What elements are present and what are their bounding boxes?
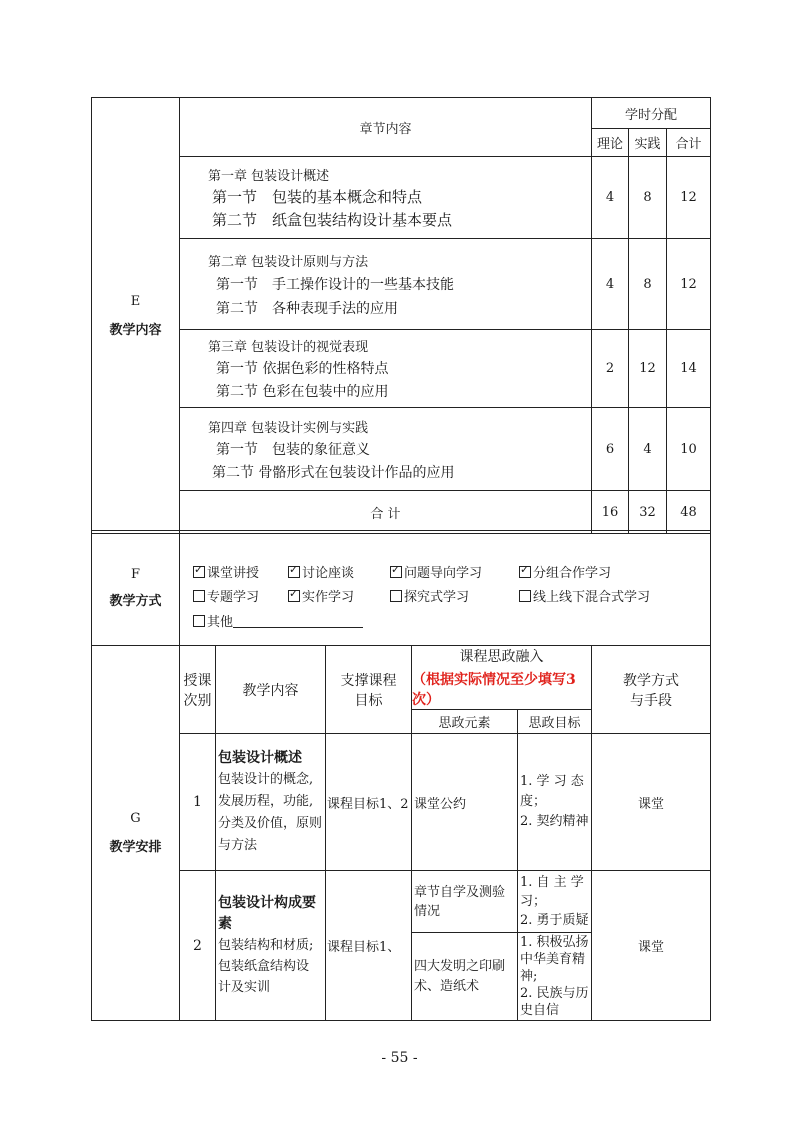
header-ideological-note: 次） <box>412 692 440 708</box>
session-number: 1 <box>180 734 216 871</box>
chapter-cell <box>180 330 592 408</box>
option-other[interactable]: 其他 <box>193 611 363 630</box>
header-practice: 实践 <box>629 129 667 157</box>
checkbox-icon[interactable] <box>390 566 402 578</box>
goal-cell: 课程目标1、 <box>326 871 412 1021</box>
section-e-label <box>92 98 180 534</box>
table-teaching-method <box>91 530 711 646</box>
checkbox-icon[interactable] <box>519 566 531 578</box>
goal-cell: 课程目标1、2 <box>326 734 412 871</box>
header-ideological-note: （根据实际情况至少填写3 <box>412 672 576 688</box>
header-content: 教学内容 <box>216 646 326 734</box>
section-line: 第二节 纸盒包装结构设计基本要点 <box>212 211 453 229</box>
sum-row <box>92 491 711 534</box>
table-teaching-content <box>91 97 711 534</box>
chapter-cell <box>180 408 592 491</box>
theory-hours: 4 <box>592 157 629 239</box>
content-line: 与方法 <box>218 838 258 853</box>
content-line: 包装设计的概念, <box>218 772 314 787</box>
checkbox-icon[interactable] <box>288 566 300 578</box>
header-hours: 学时分配 <box>592 98 711 129</box>
option-problem-based[interactable]: ✓ 问题导向学习 <box>390 562 482 581</box>
practice-hours: 12 <box>629 330 667 408</box>
ideo-goal-cell: 1. 积极弘扬 中华美育精 神; 2. 民族与历 史自信 <box>518 933 592 1021</box>
section-line: 第二节 各种表现手法的应用 <box>216 300 398 317</box>
checkbox-icon[interactable] <box>288 590 300 602</box>
option-discussion[interactable]: ✓ 讨论座谈 <box>288 562 354 581</box>
header-ideo-goal: 思政目标 <box>518 710 592 734</box>
checkbox-icon[interactable] <box>193 615 205 627</box>
section-g-letter: G <box>130 811 141 826</box>
header-ideological: 课程思政融入 （根据实际情况至少填写3 次） <box>412 646 592 710</box>
section-line: 第一节 依据色彩的性格特点 <box>216 361 389 377</box>
content-line: 分类及价值，原则 <box>218 816 323 831</box>
checkbox-icon[interactable] <box>193 590 205 602</box>
section-g-title: 教学安排 <box>109 840 162 855</box>
section-line: 第一节 包装的象征意义 <box>216 441 370 458</box>
theory-hours: 2 <box>592 330 629 408</box>
theory-hours: 4 <box>592 239 629 330</box>
header-session: 授课 次别 <box>180 646 216 734</box>
section-e-title: 教学内容 <box>109 322 162 338</box>
section-f-label <box>92 531 180 646</box>
checkbox-icon[interactable] <box>193 566 205 578</box>
table-teaching-schedule <box>91 645 711 1021</box>
chapter-cell <box>180 239 592 330</box>
header-method: 教学方式 与手段 <box>592 646 711 734</box>
header-element: 思政元素 <box>412 710 518 734</box>
method-cell: 课堂 <box>592 871 711 1021</box>
ideo-goal-cell: 1. 自 主 学 习； 2. 勇于质疑 <box>518 871 592 933</box>
header-goal: 支撑课程 目标 <box>326 646 412 734</box>
content-title: 包装设计构成要 <box>218 895 316 911</box>
chapter-row <box>92 330 711 408</box>
option-lecture[interactable]: ✓课堂讲授 <box>193 562 259 581</box>
sum-total: 48 <box>667 491 711 534</box>
option-group[interactable]: ✓ 分组合作学习 <box>519 562 611 581</box>
chapter-title: 第三章 包装设计的视觉表现 <box>208 340 369 355</box>
element-cell: 章节自学及测验 情况 <box>412 871 518 933</box>
chapter-row <box>92 239 711 330</box>
element-cell: 四大发明之印刷 术、造纸术 <box>412 933 518 1021</box>
section-line: 第一节 手工操作设计的一些基本技能 <box>216 276 454 293</box>
content-title: 包装设计概述 <box>218 750 302 766</box>
checkbox-icon[interactable] <box>390 590 402 602</box>
option-practice[interactable]: ✓ 实作学习 <box>288 586 354 605</box>
content-cell <box>216 871 326 1021</box>
session-number: 2 <box>180 871 216 1021</box>
checkbox-icon[interactable] <box>519 590 531 602</box>
theory-hours: 6 <box>592 408 629 491</box>
sum-theory: 16 <box>592 491 629 534</box>
content-line: 包装结构和材质; <box>218 938 314 953</box>
content-line: 发展历程，功能, <box>218 794 314 809</box>
section-f-letter: F <box>130 567 141 582</box>
method-options <box>180 531 711 646</box>
practice-hours: 8 <box>629 157 667 239</box>
header-theory: 理论 <box>592 129 629 157</box>
header-chapter-content: 章节内容 <box>180 98 592 157</box>
practice-hours: 4 <box>629 408 667 491</box>
chapter-row <box>92 408 711 491</box>
content-line: 计及实训 <box>218 980 271 995</box>
method-cell: 课堂 <box>592 734 711 871</box>
chapter-title: 第二章 包装设计原则与方法 <box>208 254 369 270</box>
chapter-title: 第一章 包装设计概述 <box>208 169 330 184</box>
total-hours: 12 <box>667 157 711 239</box>
total-hours: 10 <box>667 408 711 491</box>
section-f-title: 教学方式 <box>109 594 162 609</box>
page-number: - 55 - <box>381 1050 418 1066</box>
practice-hours: 8 <box>629 239 667 330</box>
sum-practice: 32 <box>629 491 667 534</box>
header-total: 合计 <box>667 129 711 157</box>
section-g-label <box>92 646 180 1021</box>
chapter-row <box>92 157 711 239</box>
chapter-title: 第四章 包装设计实例与实践 <box>208 420 369 436</box>
section-line: 第一节 包装的基本概念和特点 <box>212 188 423 206</box>
section-line: 第二节 色彩在包装中的应用 <box>216 384 389 400</box>
option-blended[interactable]: 线上线下混合式学习 <box>519 586 650 605</box>
section-e-letter: E <box>130 293 141 309</box>
chapter-cell <box>180 157 592 239</box>
section-line: 第二节 骨骼形式在包装设计作品的应用 <box>212 464 455 481</box>
total-hours: 12 <box>667 239 711 330</box>
content-title: 素 <box>218 916 232 932</box>
option-topic[interactable]: 专题学习 <box>193 586 259 605</box>
schedule-row <box>92 871 711 933</box>
schedule-row <box>92 734 711 871</box>
total-hours: 14 <box>667 330 711 408</box>
sum-label: 合 计 <box>180 491 592 534</box>
option-inquiry[interactable]: 探究式学习 <box>390 586 469 605</box>
content-cell <box>216 734 326 871</box>
ideo-goal-cell: 1. 学 习 态 度； 2. 契约精神 <box>518 734 592 871</box>
element-cell: 课堂公约 <box>412 734 518 871</box>
content-line: 包装纸盒结构设 <box>218 959 310 974</box>
other-blank-line[interactable] <box>233 615 363 628</box>
